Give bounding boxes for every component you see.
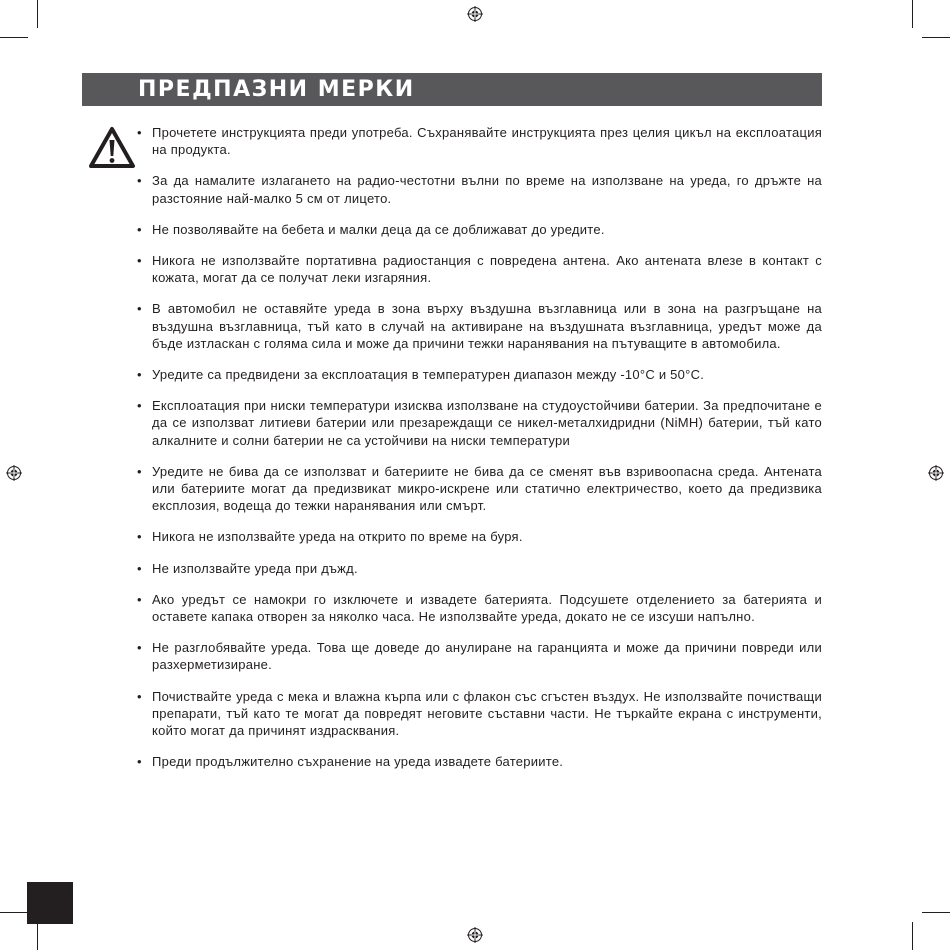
- bullet: •: [137, 173, 142, 189]
- list-item-text: Почиствайте уреда с мека и влажна кърпа или с флакон със сгъстен въздух. Не използвайте почистващи препарати, тъй като те могат да повредят неговите съставни части. Не търкайте екрана с инструменти, който могат да причинят издрасквания.: [152, 688, 822, 739]
- list-item-text: Експлоатация при ниски температури изисква използване на студоустойчиви батерии. За предпочитане е да се използват литиеви батерии или презареждащи се никел-металхидридни (NiMH) батерии, тъй като алкалните и солни батерии не са устойчиви на ниски температури: [152, 398, 822, 448]
- list-item: [137, 366, 822, 383]
- list-item: [137, 397, 822, 449]
- list-item-text: Преди продължително съхранение на уреда извадете батериите.: [152, 754, 564, 770]
- list-item-text: Не използвайте уреда при дъжд.: [152, 560, 358, 576]
- crop-mark-bottom-left-v: [37, 922, 38, 950]
- registration-mark-icon: [467, 927, 483, 943]
- list-item: [137, 591, 822, 625]
- list-item: [137, 688, 822, 740]
- list-item-text: Не позволявайте на бебета и малки деца да се доближават до уредите.: [152, 221, 605, 237]
- bullet: •: [137, 560, 142, 576]
- crop-mark-top-right-v: [912, 0, 913, 28]
- bullet: •: [137, 367, 142, 383]
- list-item-text: Прочетете инструкцията преди употреба. Съхранявайте инструкцията през целия цикъл на експлоатация на продукта.: [152, 125, 822, 158]
- list-item-text: Ако уредът се намокри го изключете и извадете батерията. Подсушете отделението за батерията и оставете капака отворен за няколко часа. Не използвайте уреда, докато не се изсуши напълно.: [152, 591, 822, 625]
- bullet: •: [137, 591, 142, 607]
- precautions-list: [137, 124, 822, 784]
- crop-mark-bottom-left-h: [0, 912, 28, 913]
- list-item-text: Никога не използвайте портативна радиостанция с повредена антена. Ако антената влезе в контакт с кожата, могат да се получат леки изгаряния.: [152, 253, 822, 286]
- list-item-text: Никога не използвайте уреда на открито по време на буря.: [152, 529, 523, 545]
- crop-mark-bottom-right-h: [922, 912, 950, 913]
- bullet: •: [137, 253, 142, 269]
- list-item-text: За да намалите излагането на радио-честотни вълни по време на използване на уреда, го дръжте на разстояние най-малко 5 см от лицето.: [152, 173, 822, 206]
- list-item-text: В автомобил не оставяйте уреда в зона върху въздушна възглавница или в зона на разгръщане на въздушна възглавница, тъй като в случай на активиране на въздушната възглавница, уредът може да бъде изтласкан с голяма сила и може да причини тежки наранявания на пътуващите в автомобила.: [152, 301, 822, 351]
- list-item: [137, 124, 822, 158]
- page-corner-block: [27, 882, 73, 924]
- bullet: •: [137, 640, 142, 656]
- list-item: [137, 221, 822, 238]
- registration-mark-icon: [6, 465, 22, 481]
- list-item: [137, 753, 822, 770]
- warning-triangle-icon: [88, 126, 136, 170]
- crop-mark-top-right-h: [922, 37, 950, 38]
- list-item: [137, 639, 822, 673]
- crop-mark-bottom-right-v: [912, 922, 913, 950]
- bullet: •: [137, 125, 142, 140]
- list-item-text: Уредите не бива да се използват и батериите не бива да се сменят във взривоопасна среда. Антената или батериите могат да предизвикат микро-искрене или статично електричество, което да предизвика експлозия, водеща до тежки наранявания или смърт.: [152, 463, 822, 514]
- list-item: [137, 560, 822, 577]
- bullet: •: [137, 463, 142, 479]
- bullet: •: [137, 221, 142, 237]
- bullet: •: [137, 529, 142, 545]
- registration-mark-icon: [467, 6, 483, 22]
- bullet: •: [137, 754, 142, 770]
- registration-mark-icon: [928, 465, 944, 481]
- list-item: [137, 172, 822, 206]
- crop-mark-top-left-v: [37, 0, 38, 28]
- crop-mark-top-left-h: [0, 37, 28, 38]
- list-item: [137, 300, 822, 352]
- list-item-text: Не разглобявайте уреда. Това ще доведе до анулиране на гаранцията и може да причини повреди или разхерметизиране.: [152, 640, 822, 673]
- bullet: •: [137, 301, 142, 317]
- list-item: [137, 528, 822, 545]
- list-item: [137, 252, 822, 286]
- bullet: •: [137, 398, 142, 414]
- list-item: [137, 463, 822, 515]
- list-item-text: Уредите са предвидени за експлоатация в температурен диапазон между -10°С и 50°С.: [152, 367, 705, 383]
- section-header-bar: [82, 73, 822, 106]
- page-title: ПРЕДПАЗНИ МЕРКИ: [138, 77, 415, 102]
- bullet: •: [137, 688, 142, 704]
